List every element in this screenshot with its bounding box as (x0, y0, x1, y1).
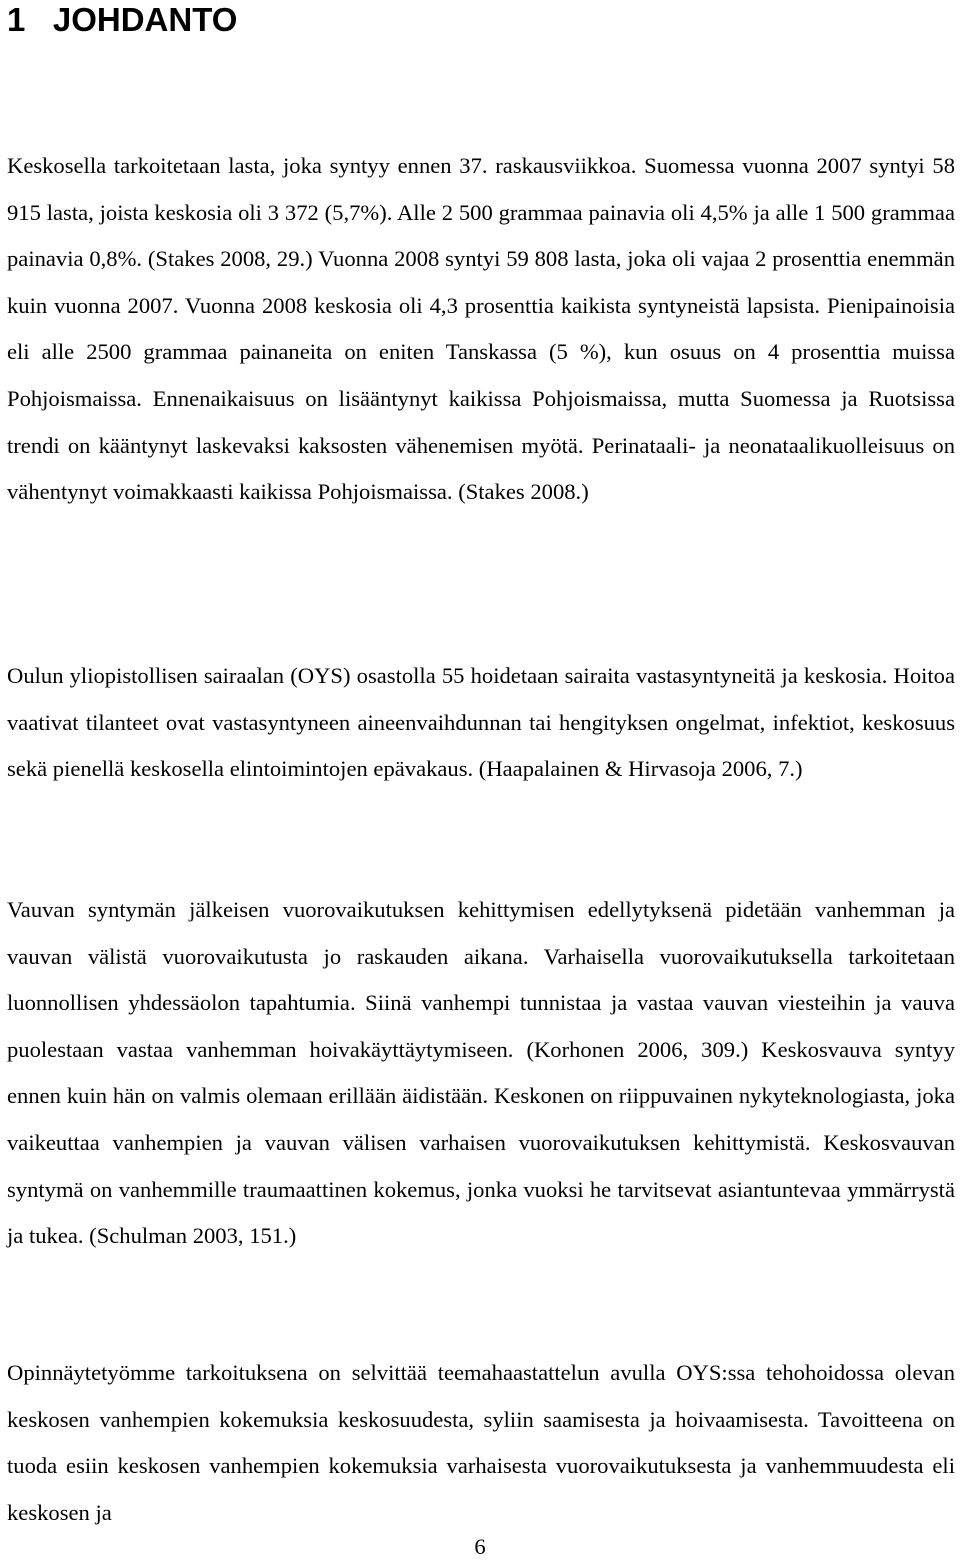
paragraph-prematurity-statistics: Keskosella tarkoitetaan lasta, joka syntyy ennen 37. raskausviikkoa. Suomessa vuonna 2007 syntyi 58 915 lasta, joista keskosia oli 3 372 (5,7%). Alle 2 500 grammaa painavia oli 4,5% ja alle 1 500 grammaa painavia 0,8%. (Stakes 2008, 29.) Vuonna 2008 syntyi 59 808 lasta, joka oli vajaa 2 prosenttia enemmän kuin vuonna 2007. Vuonna 2008 keskosia oli 4,3 prosenttia kaikista syntyneistä lapsista. Pienipainoisia eli alle 2500 grammaa painaneita on eniten Tanskassa (5 %), kun osuus on 4 prosenttia muissa Pohjoismaissa. Ennenaikaisuus on lisääntynyt kaikissa Pohjoismaissa, mutta Suomessa ja Ruotsissa trendi on kääntynyt laskevaksi kaksosten vähenemisen myötä. Perinataali- ja neonataalikuolleisuus on vähentynyt voimakkaasti kaikissa Pohjoismaissa. (Stakes 2008.) (7, 153, 955, 505)
paragraph-oys-ward: Oulun yliopistollisen sairaalan (OYS) osastolla 55 hoidetaan sairaita vastasyntyneitä ja keskosia. Hoitoa vaativat tilanteet ovat vastasyntyneen aineenvaihdunnan tai hengityksen ongelmat, infektiot, keskosuus sekä pienellä keskosella elintoimintojen epävakaus. (Haapalainen & Hirvasoja 2006, 7.) (7, 663, 955, 782)
chapter-title: JOHDANTO (52, 1, 238, 38)
chapter-number: 1 (7, 1, 26, 38)
page-number: 6 (474, 1534, 486, 1559)
chapter-heading (7, 0, 237, 40)
paragraph-early-interaction: Vauvan syntymän jälkeisen vuorovaikutuksen kehittymisen edellytyksenä pidetään vanhemman ja vauvan välistä vuorovaikutusta jo raskauden aikana. Varhaisella vuorovaikutuksella tarkoitetaan luonnollisen yhdessäolon tapahtumia. Siinä vanhempi tunnistaa ja vastaa vauvan viesteihin ja vauva puolestaan vastaa vanhemman hoivakäyttäytymiseen. (Korhonen 2006, 309.) Keskosvauva syntyy ennen kuin hän on valmis olemaan erillään äidistään. Keskonen on riippuvainen nykyteknologiasta, joka vaikeuttaa vanhempien ja vauvan välisen varhaisen vuorovaikutuksen kehittymistä. Keskosvauvan syntymä on vanhemmille traumaattinen kokemus, jonka vuoksi he tarvitsevat asiantuntevaa ymmärrystä ja tukea. (Schulman 2003, 151.) (7, 897, 955, 1249)
paragraph-thesis-purpose: Opinnäytetyömme tarkoituksena on selvittää teemahaastattelun avulla OYS:ssa tehohoidossa olevan keskosen vanhempien kokemuksia keskosuudesta, syliin saamisesta ja hoivaamisesta. Tavoitteena on tuoda esiin keskosen vanhempien kokemuksia varhaisesta vuorovaikutuksesta ja vanhemmuudesta eli keskosen ja (7, 1360, 955, 1525)
